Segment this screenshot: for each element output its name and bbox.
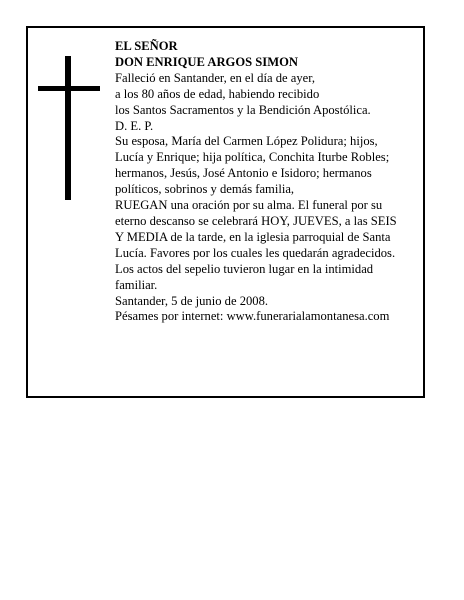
cross-horizontal-bar bbox=[38, 86, 100, 91]
notice-line: Lucía y Enrique; hija política, Conchita Iturbe Robles; bbox=[115, 150, 390, 165]
notice-heading-title: EL SEÑOR bbox=[115, 39, 178, 53]
notice-line: Lucía. Favores por los cuales les quedarán agradecidos. bbox=[115, 245, 396, 260]
notice-line: Falleció en Santander, en el día de ayer, bbox=[115, 70, 316, 85]
obituary-notice bbox=[26, 26, 425, 398]
notice-heading-name: DON ENRIQUE ARGOS SIMON bbox=[115, 54, 298, 69]
notice-line: RUEGAN una oración por su alma. El funeral por su bbox=[115, 198, 383, 213]
notice-line: D. E. P. bbox=[115, 118, 154, 133]
notice-line: Santander, 5 de junio de 2008. bbox=[115, 293, 269, 308]
notice-line: eterno descanso se celebrará HOY, JUEVES, a las SEIS bbox=[115, 213, 397, 228]
notice-line: los Santos Sacramentos y la Bendición Apostólica. bbox=[115, 102, 371, 117]
notice-line: hermanos, Jesús, José Antonio e Isidoro; hermanos bbox=[115, 166, 372, 181]
notice-line: familiar. bbox=[115, 277, 158, 292]
notice-line: políticos, sobrinos y demás familia, bbox=[115, 182, 295, 197]
cross-icon bbox=[38, 56, 100, 200]
notice-line: a los 80 años de edad, habiendo recibido bbox=[115, 86, 320, 101]
notice-line: Los actos del sepelio tuvieron lugar en la intimidad bbox=[115, 261, 374, 276]
cross-vertical-bar bbox=[65, 56, 71, 200]
notice-text bbox=[115, 39, 423, 325]
notice-line: Y MEDIA de la tarde, en la iglesia parroquial de Santa bbox=[115, 229, 391, 244]
notice-line: Pésames por internet: www.funerarialamontanesa.com bbox=[115, 309, 390, 324]
notice-line: Su esposa, María del Carmen López Polidura; hijos, bbox=[115, 134, 378, 149]
